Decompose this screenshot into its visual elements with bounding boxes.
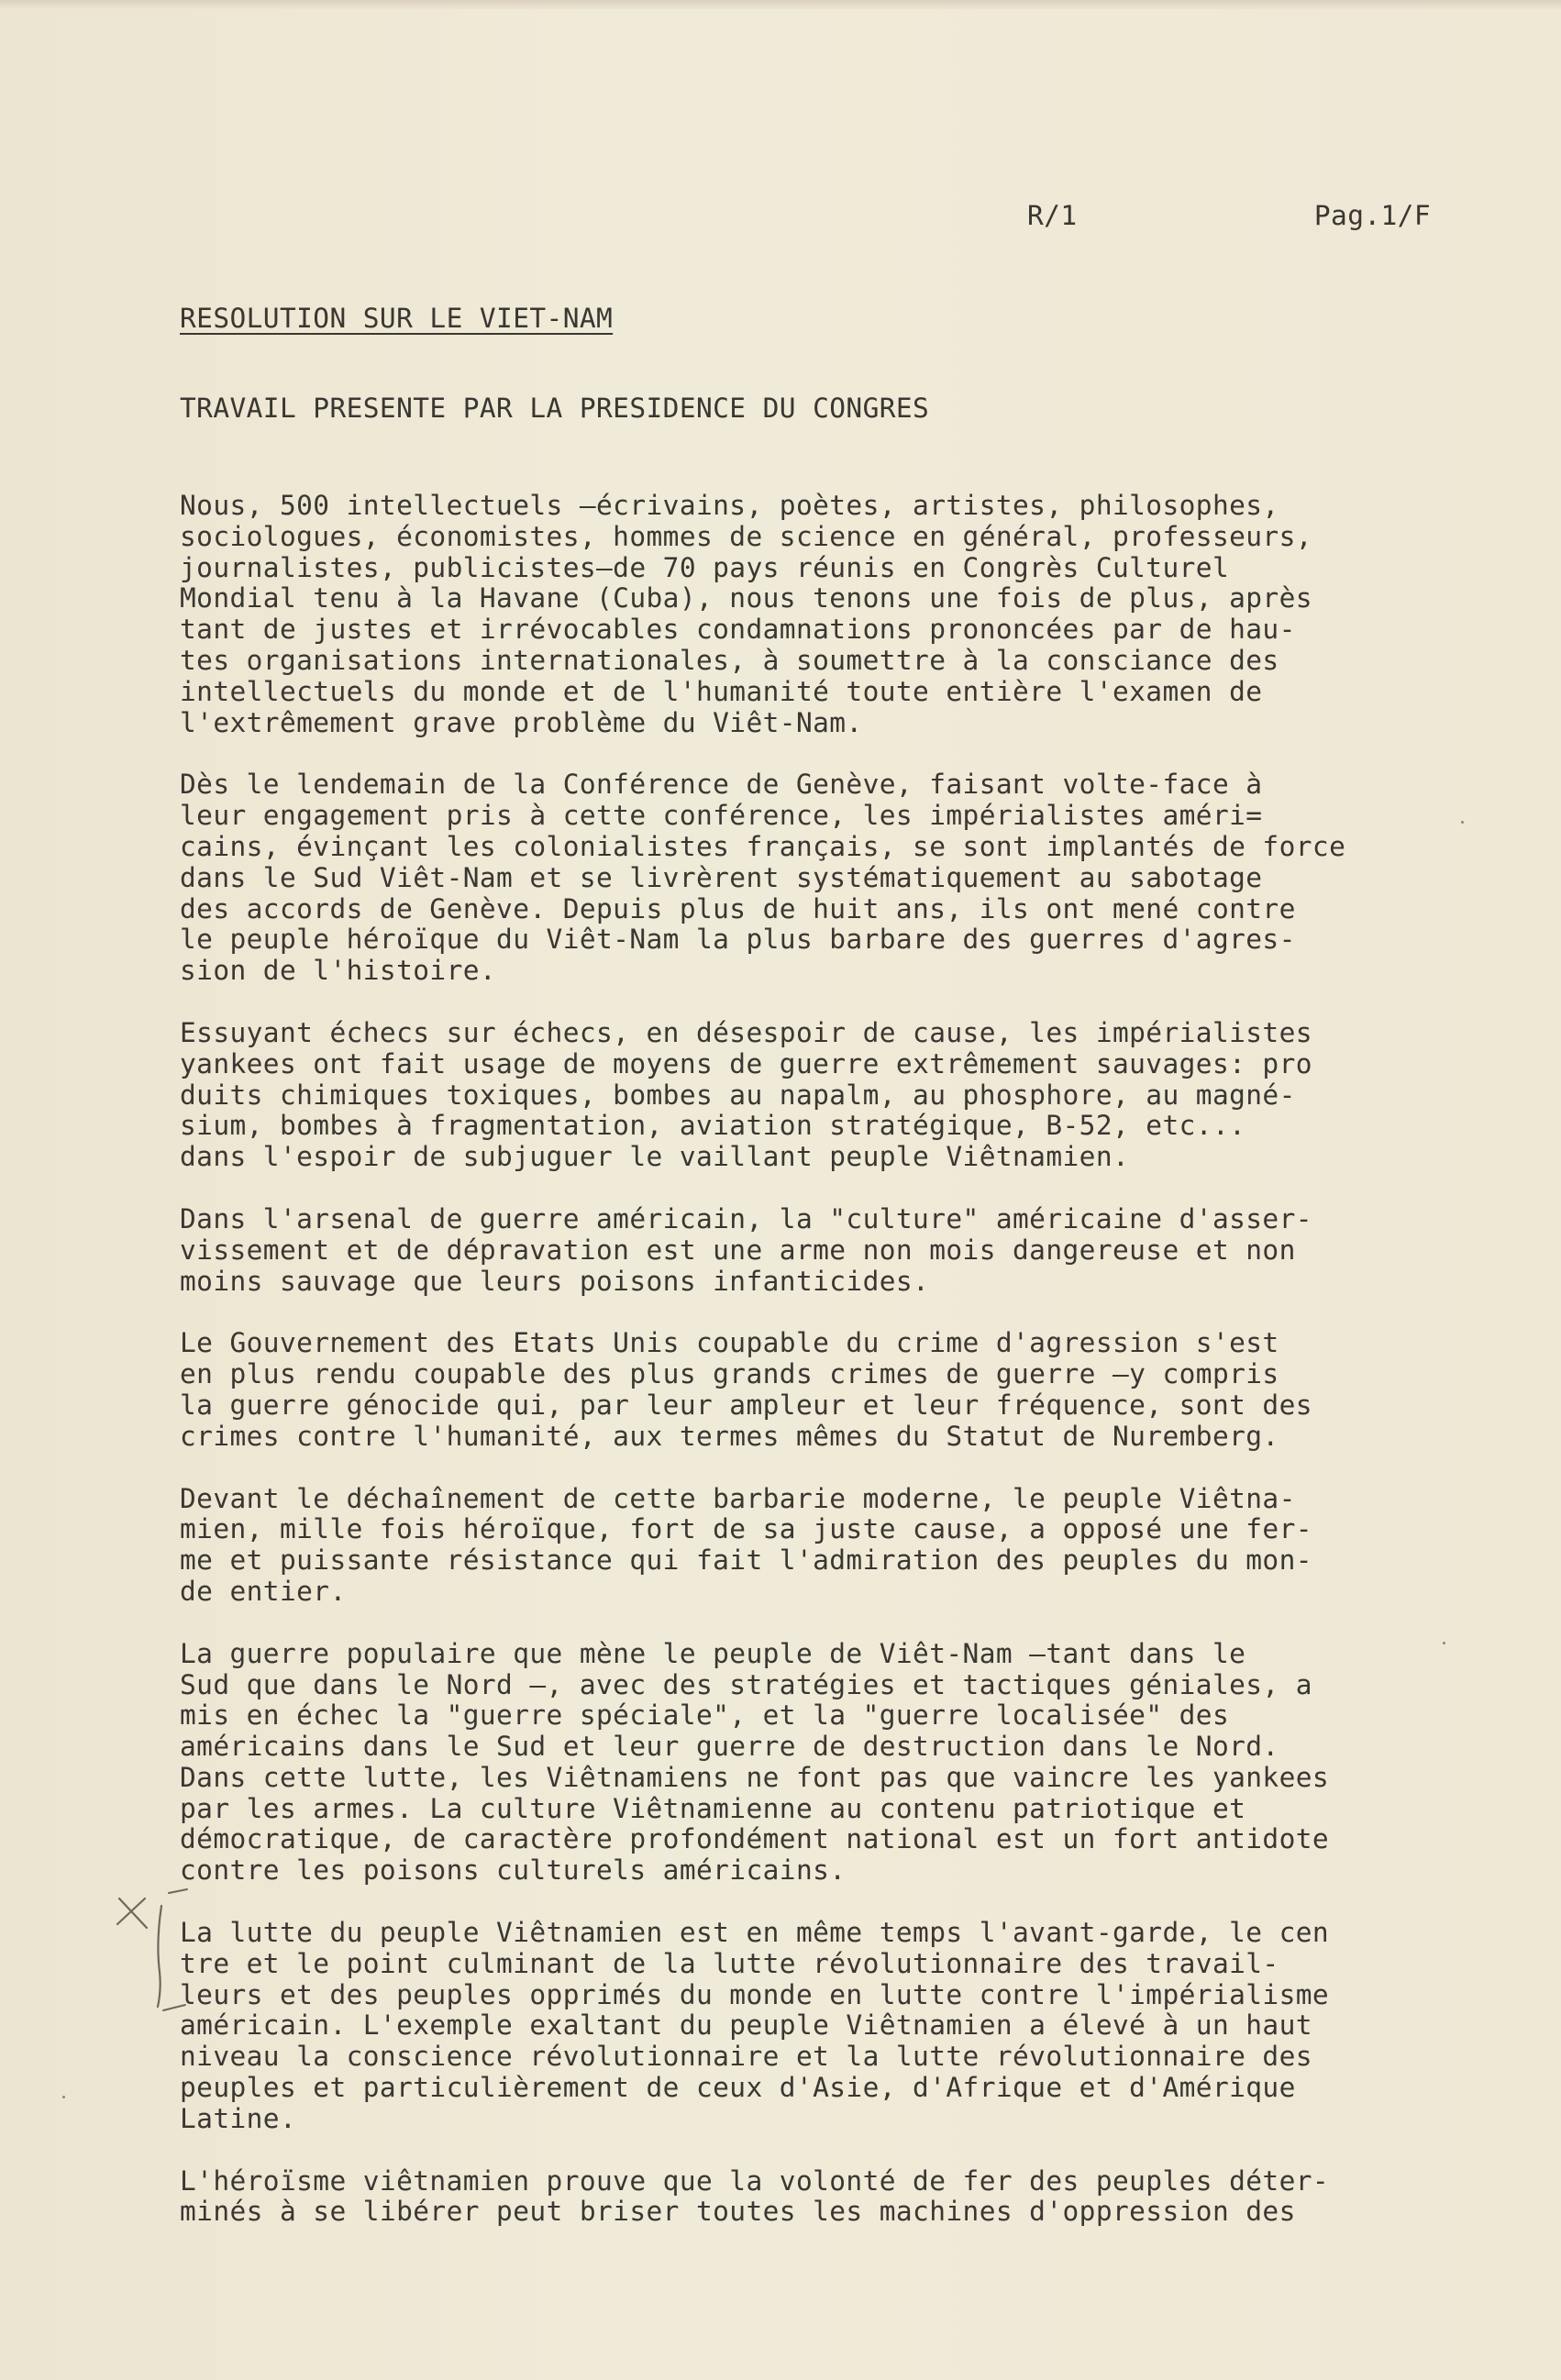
- paragraph: [180, 1018, 1482, 1173]
- text-line: Nous, 500 intellectuels —écrivains, poètes, artistes, philosophes,: [180, 490, 1279, 521]
- document-reference: R/1: [1027, 200, 1078, 231]
- text-line: l'extrêmement grave problème du Viêt-Nam.: [180, 706, 863, 738]
- paragraph: [180, 2166, 1482, 2229]
- paragraph: [180, 1328, 1482, 1452]
- text-line: L'héroïsme viêtnamien prouve que la volonté de fer des peuples déter-: [180, 2164, 1330, 2197]
- paragraph: [180, 1918, 1482, 2135]
- text-line: La lutte du peuple Viêtnamien est en même temps l'avant-garde, le cen: [180, 1917, 1330, 1949]
- text-line: mis en échec la "guerre spéciale", et la "guerre localisée" des: [180, 1699, 1230, 1732]
- text-line: sion de l'histoire.: [180, 955, 497, 987]
- text-line: yankees ont fait usage de moyens de guerre extrêmement sauvages: pro: [180, 1047, 1312, 1079]
- text-line: intellectuels du monde et de l'humanité toute entière l'examen de: [180, 675, 1263, 707]
- text-line: Dans cette lutte, les Viêtnamiens ne font pas que vaincre les yankees: [180, 1761, 1330, 1793]
- text-line: en plus rendu coupable des plus grands crimes de guerre —y compris: [180, 1358, 1279, 1390]
- text-line: duits chimiques toxiques, bombes au napalm, au phosphore, au magné-: [180, 1079, 1296, 1111]
- text-line: vissement et de dépravation est une arme non mois dangereuse et non: [180, 1234, 1296, 1266]
- text-line: minés à se libérer peut briser toutes les machines d'oppression des: [180, 2196, 1296, 2228]
- text-line: me et puissante résistance qui fait l'admiration des peuples du mon-: [180, 1544, 1312, 1577]
- text-line: cains, évinçant les colonialistes français, se sont implantés de force: [180, 830, 1346, 862]
- text-line: dans le Sud Viêt-Nam et se livrèrent systématiquement au sabotage: [180, 861, 1263, 893]
- text-line: peuples et particulièrement de ceux d'Asie, d'Afrique et d'Amérique: [180, 2072, 1296, 2104]
- text-line: Dès le lendemain de la Conférence de Genève, faisant volte-face à: [180, 769, 1263, 801]
- paper-speck: [62, 2096, 65, 2098]
- text-line: dans l'espoir de subjuguer le vaillant peuple Viêtnamien.: [180, 1141, 1130, 1173]
- paragraph: [180, 769, 1482, 987]
- document-title: RESOLUTION SUR LE VIET-NAM: [180, 303, 614, 334]
- text-line: mien, mille fois héroïque, fort de sa juste cause, a opposé une fer-: [180, 1513, 1312, 1545]
- text-line: Mondial tenu à la Havane (Cuba), nous tenons une fois de plus, après: [180, 582, 1312, 614]
- text-line: journalistes, publicistes—de 70 pays réunis en Congrès Culturel: [180, 551, 1230, 583]
- text-line: leur engagement pris à cette conférence, les impérialistes améri=: [180, 800, 1263, 832]
- text-line: américain. L'exemple exaltant du peuple Viêtnamien a élevé à un haut: [180, 2009, 1312, 2042]
- text-line: sociologues, économistes, hommes de science en général, professeurs,: [180, 520, 1312, 552]
- text-line: Sud que dans le Nord —, avec des stratégies et tactiques géniales, a: [180, 1668, 1312, 1700]
- text-line: leurs et des peuples opprimés du monde en lutte contre l'impérialisme: [180, 1978, 1330, 2010]
- handwritten-margin-mark: [108, 1887, 191, 2025]
- text-line: de entier.: [180, 1575, 347, 1607]
- text-line: niveau la conscience révolutionnaire et la lutte révolutionnaire des: [180, 2041, 1312, 2073]
- text-line: tre et le point culminant de la lutte révolutionnaire des travail-: [180, 1947, 1279, 1979]
- text-line: tant de justes et irrévocables condamnations prononcées par de hau-: [180, 614, 1296, 646]
- text-line: Latine.: [180, 2102, 297, 2134]
- text-line: des accords de Genève. Depuis plus de huit ans, ils ont mené contre: [180, 892, 1296, 924]
- text-line: par les armes. La culture Viêtnamienne au contenu patriotique et: [180, 1792, 1246, 1824]
- text-line: la guerre génocide qui, par leur ampleur et leur fréquence, sont des: [180, 1389, 1312, 1421]
- text-line: Le Gouvernement des Etats Unis coupable du crime d'agression s'est: [180, 1327, 1279, 1359]
- text-line: contre les poisons culturels américains.: [180, 1854, 847, 1887]
- text-line: Essuyant échecs sur échecs, en désespoir de cause, les impérialistes: [180, 1016, 1312, 1048]
- text-line: Devant le déchaînement de cette barbarie moderne, le peuple Viêtna-: [180, 1482, 1296, 1514]
- page-number: Pag.1/F: [1313, 200, 1431, 231]
- text-line: La guerre populaire que mène le peuple de Viêt-Nam —tant dans le: [180, 1637, 1246, 1669]
- page-header: [1027, 200, 1431, 231]
- document-body: [180, 491, 1482, 2259]
- text-line: crimes contre l'humanité, aux termes mêmes du Statut de Nuremberg.: [180, 1420, 1279, 1452]
- document-subtitle: TRAVAIL PRESENTE PAR LA PRESIDENCE DU CONGRES: [180, 393, 930, 424]
- text-line: sium, bombes à fragmentation, aviation stratégique, B-52, etc...: [180, 1110, 1246, 1142]
- text-line: tes organisations internationales, à soumettre à la consciance des: [180, 644, 1279, 676]
- paragraph: [180, 491, 1482, 738]
- paragraph: [180, 1639, 1482, 1887]
- paper-speck: [1461, 821, 1464, 824]
- text-line: démocratique, de caractère profondément national est un fort antidote: [180, 1823, 1330, 1855]
- paper-speck: [1443, 1642, 1445, 1644]
- text-line: moins sauvage que leurs poisons infanticides.: [180, 1265, 930, 1297]
- text-line: Dans l'arsenal de guerre américain, la "culture" américaine d'asser-: [180, 1202, 1312, 1234]
- paragraph: [180, 1204, 1482, 1297]
- text-line: américains dans le Sud et leur guerre de destruction dans le Nord.: [180, 1731, 1279, 1763]
- text-line: le peuple héroïque du Viêt-Nam la plus barbare des guerres d'agres-: [180, 924, 1296, 956]
- paragraph: [180, 1484, 1482, 1608]
- page-top-edge: [0, 0, 1561, 9]
